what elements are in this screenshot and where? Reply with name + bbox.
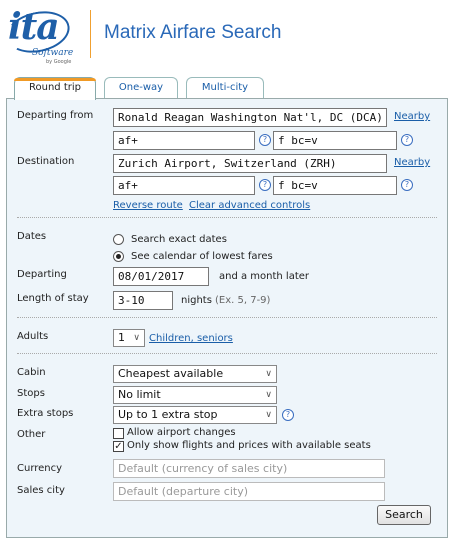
extra-stops-value: Up to 1 extra stop [118, 408, 218, 421]
destination-routing-input[interactable]: af+ [113, 176, 255, 195]
search-form [6, 98, 448, 538]
sales-city-label: Sales city [17, 485, 65, 496]
reverse-route-link[interactable]: Reverse route [113, 200, 183, 211]
header [0, 0, 456, 66]
logo-by-google: by Google [46, 59, 72, 65]
extra-stops-select[interactable] [113, 406, 277, 424]
adults-label: Adults [17, 331, 49, 342]
origin-input[interactable]: Ronald Reagan Washington Nat'l, DC (DCA) [113, 108, 387, 127]
stops-value: No limit [118, 388, 161, 401]
length-of-stay-input[interactable]: 3-10 [113, 291, 173, 310]
divider [17, 217, 437, 218]
stay-example-hint: (Ex. 5, 7-9) [215, 295, 271, 306]
departing-range-text: and a month later [219, 271, 310, 282]
calendar-fares-radio[interactable] [113, 251, 124, 262]
chevron-down-icon: ∨ [133, 333, 140, 343]
allow-airport-changes-label[interactable]: Allow airport changes [127, 427, 236, 438]
allow-airport-changes-checkbox[interactable] [113, 428, 124, 439]
destination-label: Destination [17, 156, 75, 167]
origin-extension-input[interactable]: f bc=v [273, 131, 397, 150]
tab-one-way[interactable]: One-way [104, 77, 178, 98]
children-seniors-link[interactable]: Children, seniors [149, 333, 233, 344]
stops-select[interactable] [113, 386, 277, 404]
chevron-down-icon: ∨ [265, 369, 272, 379]
cabin-value: Cheapest available [118, 367, 224, 380]
departing-from-label: Departing from [17, 110, 94, 121]
divider [17, 353, 437, 354]
currency-input[interactable]: Default (currency of sales city) [113, 459, 385, 478]
extra-stops-label: Extra stops [17, 408, 74, 419]
ita-software-logo[interactable] [8, 6, 78, 65]
tab-round-trip[interactable]: Round trip [14, 77, 96, 100]
cabin-label: Cabin [17, 367, 46, 378]
destination-extension-input[interactable]: f bc=v [273, 176, 397, 195]
clear-advanced-link[interactable]: Clear advanced controls [189, 200, 311, 211]
tab-multi-city[interactable]: Multi-city [186, 77, 264, 98]
length-of-stay-label: Length of stay [17, 293, 89, 304]
destination-input[interactable]: Zurich Airport, Switzerland (ZRH) [113, 154, 387, 173]
exact-dates-radio[interactable] [113, 234, 124, 245]
page-title: Matrix Airfare Search [104, 22, 282, 43]
exact-dates-label[interactable]: Search exact dates [131, 234, 227, 245]
logo-text: ita [8, 6, 59, 48]
origin-nearby-link[interactable]: Nearby [394, 111, 431, 122]
dates-label: Dates [17, 231, 47, 242]
search-button[interactable]: Search [377, 505, 431, 525]
available-seats-checkbox[interactable]: ✓ [114, 441, 123, 452]
adults-value: 1 [118, 331, 125, 344]
cabin-select[interactable] [113, 365, 277, 383]
divider [17, 317, 437, 318]
origin-routing-input[interactable]: af+ [113, 131, 255, 150]
help-icon[interactable]: ? [259, 179, 271, 191]
destination-nearby-link[interactable]: Nearby [394, 157, 431, 168]
currency-label: Currency [17, 463, 63, 474]
help-icon[interactable]: ? [401, 179, 413, 191]
sales-city-input[interactable]: Default (departure city) [113, 482, 385, 501]
calendar-fares-label[interactable]: See calendar of lowest fares [131, 251, 273, 262]
help-icon[interactable]: ? [401, 134, 413, 146]
logo-subtext: Software [32, 48, 74, 58]
adults-select[interactable] [113, 329, 145, 347]
nights-label: nights [181, 295, 212, 306]
help-icon[interactable]: ? [282, 409, 294, 421]
chevron-down-icon: ∨ [265, 390, 272, 400]
help-icon[interactable]: ? [259, 134, 271, 146]
departing-date-input[interactable]: 08/01/2017 [113, 267, 209, 286]
other-label: Other [17, 429, 46, 440]
chevron-down-icon: ∨ [265, 410, 272, 420]
header-divider [90, 10, 91, 58]
available-seats-label[interactable]: Only show flights and prices with available seats [127, 440, 371, 451]
stops-label: Stops [17, 388, 45, 399]
departing-label: Departing [17, 269, 67, 280]
